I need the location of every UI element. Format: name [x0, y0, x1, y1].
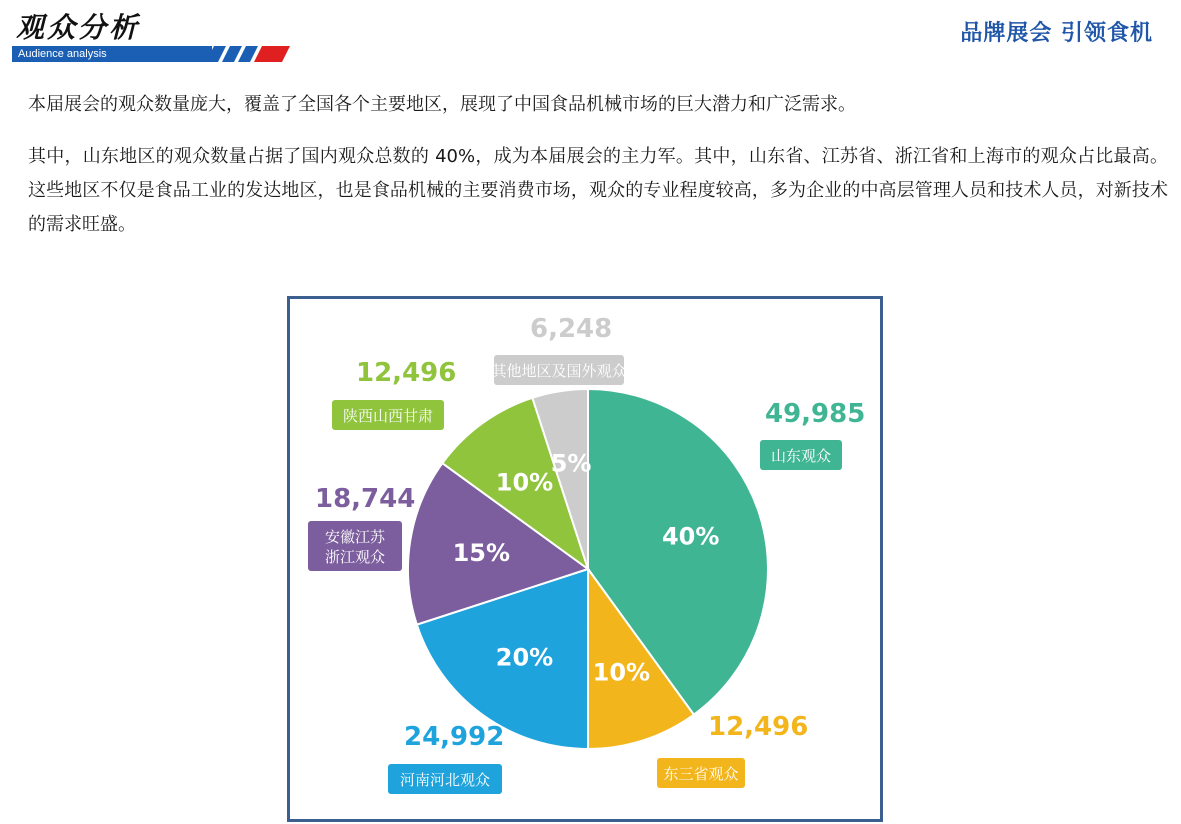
percent-label-slice-4: 15% [452, 539, 511, 568]
category-label-slice-3: 河南河北观众 [399, 771, 491, 789]
percent-label-slice-2: 10% [592, 658, 651, 687]
value-label-slice-5: 12,496 [356, 358, 457, 388]
value-label-slice-3: 24,992 [404, 722, 505, 752]
category-label-slice-1: 山东观众 [770, 447, 832, 465]
percent-label-slice-3: 20% [495, 643, 554, 672]
percent-label-slice-1: 40% [661, 522, 720, 551]
category-label-slice-4: 安徽江苏浙江观众 [324, 528, 386, 566]
category-label-slice-5: 陕西山西甘肃 [342, 407, 434, 425]
value-label-slice-1: 49,985 [765, 399, 866, 429]
pie-chart-frame [287, 296, 883, 822]
brand-slogan: 品牌展会 引领食机 [960, 21, 1153, 46]
title-stripes-decoration [206, 46, 290, 62]
audience-pie-chart [290, 299, 880, 819]
section-subtitle: Audience analysis [12, 46, 212, 62]
category-label-slice-2: 东三省观众 [663, 765, 739, 783]
value-label-slice-4: 18,744 [315, 484, 416, 514]
detail-paragraph: 其中，山东地区的观众数量占据了国内观众总数的 40%，成为本届展会的主力军。其中，山东省、江苏省、浙江省和上海市的观众占比最高。这些地区不仅是食品工业的发达地区，也是食品机械的主要消费市场，观众的专业程度较高，多为企业的中高层管理人员和技术人员，对新技术的需求旺盛。 [28, 146, 1168, 235]
value-label-slice-2: 12,496 [708, 712, 809, 742]
category-label-slice-6: 其他地区及国外观众 [491, 362, 627, 380]
value-label-slice-6: 6,248 [530, 314, 613, 344]
intro-paragraph: 本届展会的观众数量庞大，覆盖了全国各个主要地区，展现了中国食品机械市场的巨大潜力和广泛需求。 [28, 94, 856, 115]
section-title: 观众分析 [16, 11, 141, 44]
percent-label-slice-6: 5% [550, 449, 592, 478]
percent-label-slice-5: 10% [495, 468, 554, 497]
